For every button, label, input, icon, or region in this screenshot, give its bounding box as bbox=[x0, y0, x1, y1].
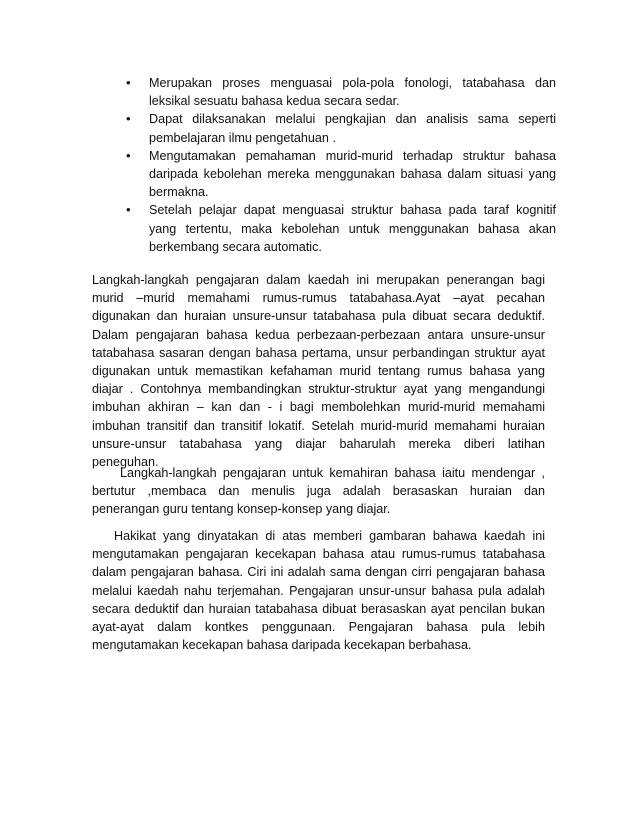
paragraph-langkah-pengajaran: Langkah-langkah pengajaran dalam kaedah ini merupakan penerangan bagi murid –murid memahami rumus-rumus tatabahasa.Ayat –ayat pecahan digunakan dan huraian unsure-unsur tatabahasa pula dibuat secara deduktif. Dalam pengajaran bahasa kedua perbezaan-perbezaan antara unsure-unsur tatabahasa sasaran dengan bahasa pertama, unsur perbandingan struktur ayat digunakan untuk memastikan kefahaman murid tentang rumus bahasa yang diajar . Contohnya membandingkan struktur-struktur ayat yang mengandungi imbuhan akhiran – kan dan - i bagi membolehkan murid-murid memahami imbuhan transitif dan transitif lokatif. Setelah murid-murid memahami huraian unsure-unsur tatabahasa yang diajar baharulah mereka diberi latihan peneguhan. bbox=[92, 273, 545, 470]
bullet-item bbox=[118, 110, 556, 146]
bullet-text: Dapat dilaksanakan melalui pengkajian dan analisis sama seperti pembelajaran ilmu pengetahuan . bbox=[149, 112, 556, 145]
paragraph-text: Langkah-langkah pengajaran untuk kemahiran bahasa iaitu mendengar , bertutur ,membaca dan menulis juga adalah berasaskan huraian dan penerangan guru tentang konsep-konsep yang diajar. bbox=[92, 466, 545, 517]
bullet-dot-icon: • bbox=[126, 147, 131, 163]
bullet-dot-icon: • bbox=[126, 202, 131, 218]
paragraph-kemahiran-bahasa bbox=[92, 464, 545, 519]
bullet-text: Mengutamakan pemahaman murid-murid terhadap struktur bahasa daripada kebolehan mereka menggunakan bahasa dalam situasi yang bermakna. bbox=[149, 148, 556, 200]
bullet-item bbox=[118, 201, 556, 256]
paragraph-hakikat bbox=[92, 527, 545, 654]
bullet-text: Merupakan proses menguasai pola-pola fonologi, tatabahasa dan leksikal sesuatu bahasa kedua secara sedar. bbox=[149, 76, 556, 109]
bullet-list bbox=[118, 74, 556, 256]
paragraph-text: Hakikat yang dinyatakan di atas memberi gambaran bahawa kaedah ini mengutamakan pengajaran kecekapan bahasa atau rumus-rumus tatabahasa dalam pengajaran bahasa. Ciri ini adalah sama dengan cirri pengajaran bahasa melalui kaedah nahu terjemahan. Pengajaran unsur-unsur bahasa pula adalah secara deduktif dan huraian tatabahasa dibuat berasaskan ayat pencilan bukan ayat-ayat dalam kontkes penggunaan. Pengajaran bahasa pula lebih mengutamakan kecekapan bahasa daripada kecekapan berbahasa. bbox=[92, 529, 545, 653]
bullet-dot-icon: • bbox=[126, 75, 131, 90]
bullet-dot-icon: • bbox=[126, 111, 131, 127]
bullet-item bbox=[118, 74, 556, 110]
bullet-text: Setelah pelajar dapat menguasai struktur bahasa pada taraf kognitif yang tertentu, maka kebolehan untuk menggunakan bahasa akan berkembang secara automatic. bbox=[149, 203, 556, 254]
bullet-item bbox=[118, 147, 556, 202]
